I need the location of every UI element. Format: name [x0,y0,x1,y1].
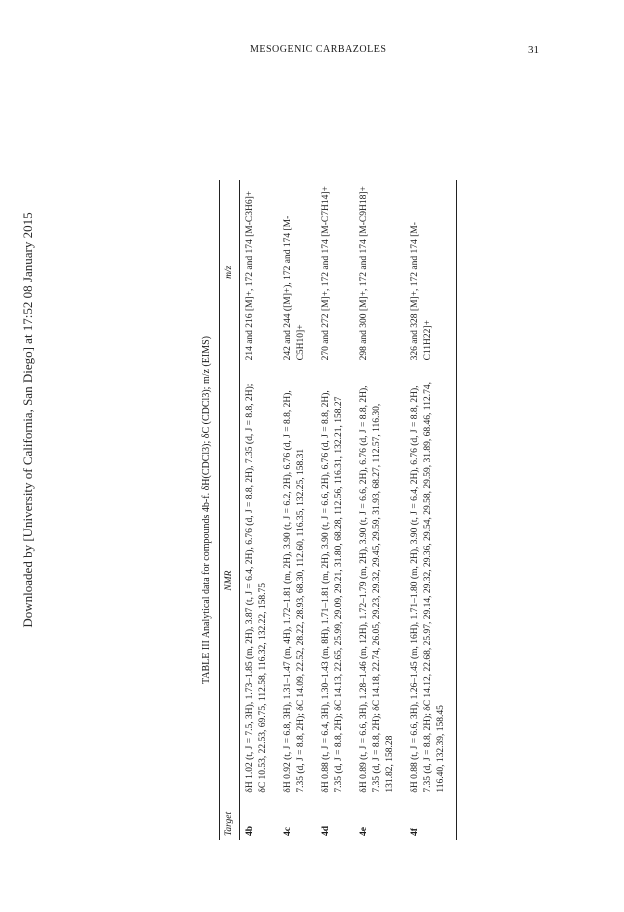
page-number: 31 [528,44,539,56]
cell-nmr: δH 0.89 (t, J = 6.6, 3H), 1.28–1.46 (m, 12H), 1.72–1.79 (m, 2H), 3.90 (t, J = 6.6, 2H), 6.76 (d, J = 8.8, 2H), 7.35 (d, J = 8.8, 2H); δC 14.18, 22.74, 26.05, 29.23, 29.32, 29.45, 29.59, 31.93, 68.27, 112.57, 116.30, 131.82, 158.28 [359,385,395,793]
cell-target: 4d [321,825,331,836]
cell-mz: 242 and 244 ([M]+), 172 and 174 [M-C5H10]+ [283,215,306,361]
header-target: Target [220,797,240,840]
download-watermark: Downloaded by [University of California, San Diego] at 17:52 08 January 2015 [20,212,35,628]
header-nmr: NMR [220,364,240,796]
cell-nmr: δH 0.88 (t, J = 6.6, 3H), 1.26–1.45 (m, 16H), 1.71–1.80 (m, 2H), 3.90 (t, J = 6.4, 2H), 6.76 (d, J = 8.8, 2H), 7.35 (d, J = 8.8, 2H); δC 14.12, 22.68, 25.97, 29.14, 29.32, 29.36, 29.54, 29.58, 29.59, 31.89, 68.46, 112.74, 116.40, 132.39, 158.45 [405,364,457,796]
cell-nmr: δH 0.88 (t, J = 6.4, 3H), 1.30–1.43 (m, 8H), 1.71–1.81 (m, 2H), 3.90 (t, J = 6.6, 2H), 6.76 (d, J = 8.8, 2H), 7.35 (d, J = 8.8, 2H); δC 14.13, 22.65, 25.99, 29.09, 29.21, 31.80, 68.28, 112.56, 116.31, 132.21, 158.27 [321,390,344,793]
table-row [405,180,457,840]
cell-mz: 270 and 272 [M]+, 172 and 174 [M-C7H14]+ [321,186,331,361]
cell-mz: 214 and 216 [M]+, 172 and 174 [M-C3H6]+ [245,190,255,361]
cell-target: 4c [283,827,293,836]
analytical-data-table [219,180,457,840]
table-row [354,180,405,840]
table-header-row [220,180,240,840]
running-head: MESOGENIC CARBAZOLES [250,44,387,55]
table-row [278,180,316,840]
cell-target: 4e [359,827,369,836]
cell-target: 4f [405,797,457,840]
header-mz: m/z [220,180,240,364]
rotated-table [200,180,520,840]
cell-nmr: δH 0.92 (t, J = 6.8, 3H), 1.31–1.47 (m, 4H), 1.72–1.81 (m, 2H), 3.90 (t, J = 6.2, 2H), 6.76 (d, J = 8.8, 2H), 7.35 (d, J = 8.8, 2H); δC 14.09, 22.52, 28.22, 28.93, 68.30, 112.60, 116.35, 132.25, 158.31 [283,390,306,793]
cell-mz: 298 and 300 [M]+, 172 and 174 [M-C9H18]+ [359,186,369,361]
table-row [240,180,279,840]
table-row [316,180,354,840]
cell-nmr: δH 1.02 (t, J = 7.5, 3H), 1.73–1.85 (m, 2H), 3.87 (t, J = 6.4, 2H), 6.76 (d, J = 8.8, 2H), 7.35 (d, J = 8.8, 2H); δC 10.53, 22.53, 69.75, 112.58, 116.32, 132.22, 158.75 [245,383,268,793]
cell-mz: 326 and 328 [M]+, 172 and 174 [M-C11H22]+ [405,180,457,364]
table-caption: TABLE III Analytical data for compounds 4b-f. δH(CDCl3); δC (CDCl3); m/z (EIMS) [201,336,212,685]
cell-target: 4b [245,825,255,836]
